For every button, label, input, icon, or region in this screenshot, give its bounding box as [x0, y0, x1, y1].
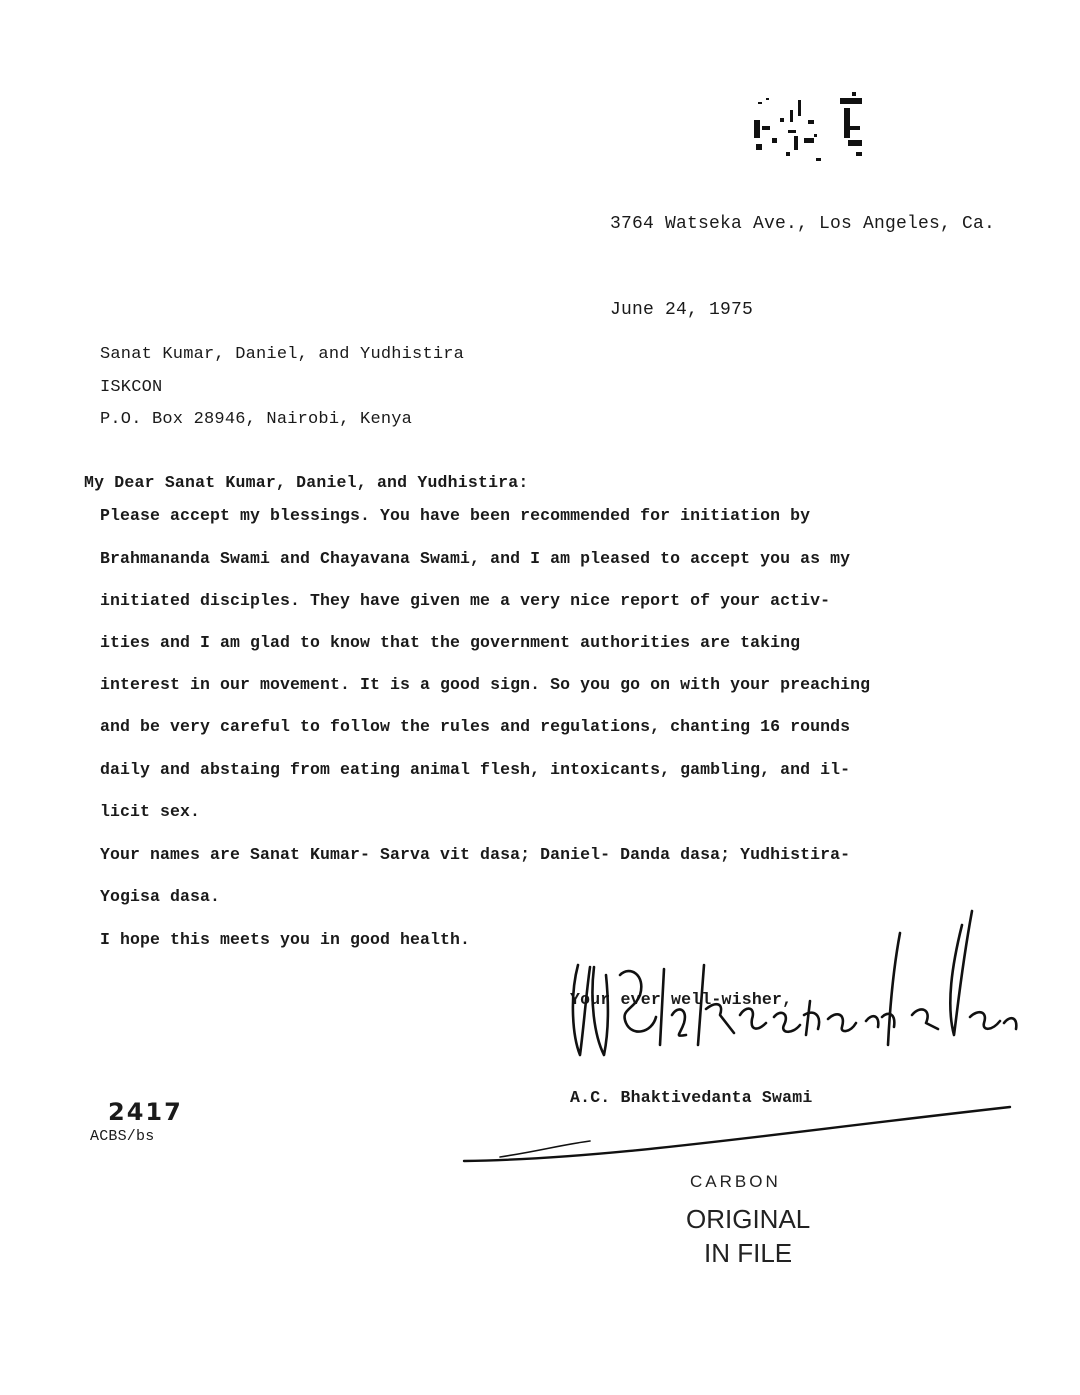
body-line: ities and I am glad to know that the government authorities are taking	[100, 633, 801, 652]
typist-initials: ACBS/bs	[90, 1128, 155, 1145]
closing-line: I hope this meets you in good health.	[100, 930, 471, 949]
original-stamp-line: ORIGINAL	[686, 1204, 811, 1234]
body-line: initiated disciples. They have given me a very nice report of your activ-	[100, 591, 831, 610]
body-line: Please accept my blessings. You have been recommended for initiation by	[100, 506, 811, 525]
salutation: My Dear Sanat Kumar, Daniel, and Yudhistira:	[84, 473, 529, 492]
carbon-stamp-line: CARBON	[690, 1172, 781, 1191]
signature	[560, 905, 1030, 1085]
recipient-org: ISKCON	[100, 378, 163, 397]
letter-date: June 24, 1975	[610, 300, 754, 320]
body-line: licit sex.	[100, 802, 201, 821]
file-number: 2417	[108, 1098, 183, 1126]
body-line: interest in our movement. It is a good sign. So you go on with your preaching	[100, 675, 871, 694]
recipient-address: P.O. Box 28946, Nairobi, Kenya	[100, 410, 413, 429]
names-line: Yogisa dasa.	[100, 887, 221, 906]
valediction: Your ever well-wisher,	[570, 990, 793, 1009]
signature-mark	[560, 905, 1030, 1085]
signer-name: A.C. Bhaktivedanta Swami	[570, 1088, 813, 1107]
in-file-stamp-line: IN FILE	[704, 1238, 793, 1268]
signature-text	[560, 905, 574, 906]
sender-address: 3764 Watseka Ave., Los Angeles, Ca.	[610, 214, 996, 234]
file-stamp-mark	[752, 90, 872, 170]
names-line: Your names are Sanat Kumar- Sarva vit dasa; Daniel- Danda dasa; Yudhistira-	[100, 845, 851, 864]
body-line: daily and abstaing from eating animal flesh, intoxicants, gambling, and il-	[100, 760, 851, 779]
body-line: Brahmananda Swami and Chayavana Swami, and I am pleased to accept you as my	[100, 549, 851, 568]
signature-underline	[460, 1105, 1020, 1165]
file-stamp-label	[752, 90, 754, 91]
recipient-names: Sanat Kumar, Daniel, and Yudhistira	[100, 345, 465, 364]
file-stamp	[752, 90, 872, 170]
body-line: and be very careful to follow the rules and regulations, chanting 16 rounds	[100, 717, 851, 736]
